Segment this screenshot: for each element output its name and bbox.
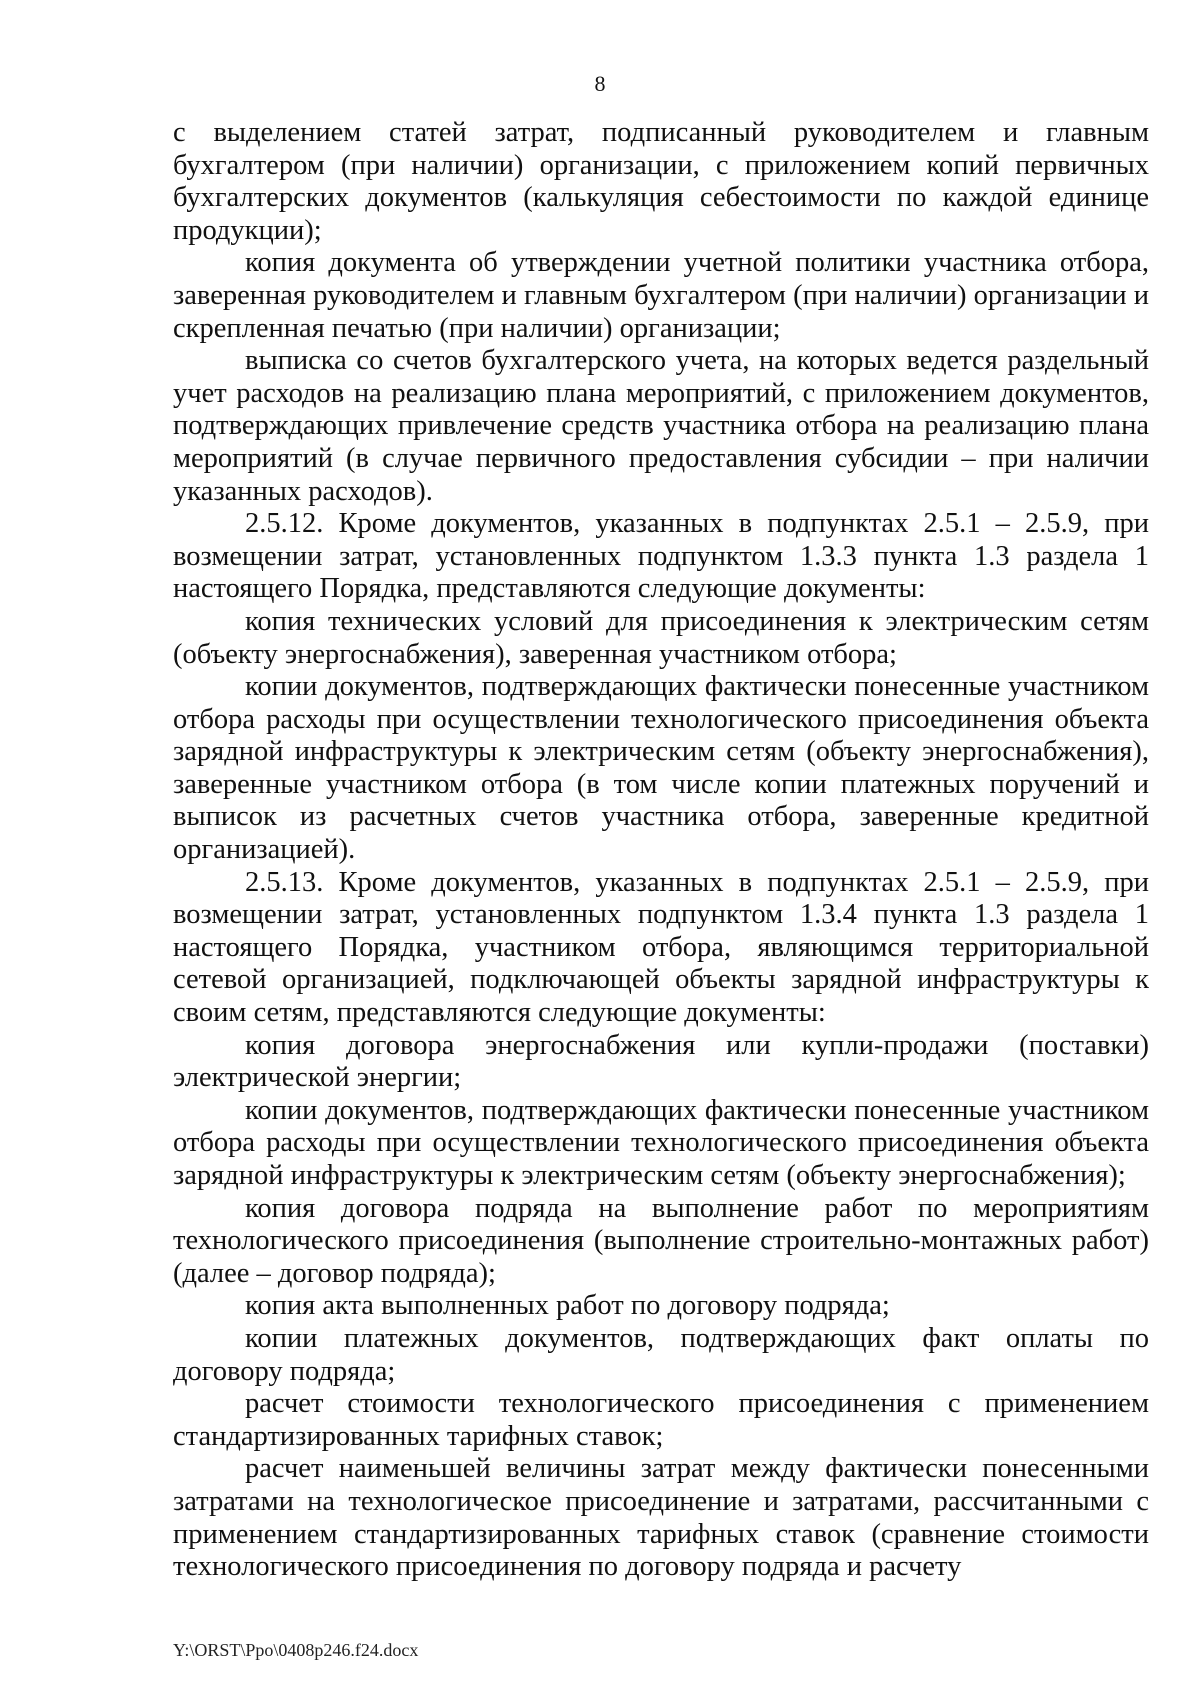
paragraph-technical-conditions: копия технических условий для присоединения к электрическим сетям (объекту энергоснабжения), заверенная участником отбора; bbox=[173, 605, 1149, 670]
paragraph-acceptance-act: копия акта выполненных работ по договору подряда; bbox=[245, 1290, 890, 1322]
paragraph-2-5-13: 2.5.13. Кроме документов, указанных в подпунктах 2.5.1 – 2.5.9, при возмещении затрат, установленных подпунктом 1.3.4 пункта 1.3 раздела 1 настоящего Порядка, участником отбора, являющимся территориальной сетевой организацией, подключающей объекты зарядной инфраструктуры к своим сетям, представляются следующие документы: bbox=[173, 866, 1149, 1029]
paragraph-account-statement: выписка со счетов бухгалтерского учета, на которых ведется раздельный учет расходов на реализацию плана мероприятий, с приложением документов, подтверждающих привлечение средств участника отбора на реализацию плана мероприятий (в случае первичного предоставления субсидии – при наличии указанных расходов). bbox=[173, 345, 1149, 507]
document-body bbox=[173, 117, 1149, 1584]
paragraph-2-5-12: 2.5.12. Кроме документов, указанных в подпунктах 2.5.1 – 2.5.9, при возмещении затрат, установленных подпунктом 1.3.3 пункта 1.3 раздела 1 настоящего Порядка, представляются следующие документы: bbox=[173, 508, 1149, 605]
paragraph-connection-expenses: копии документов, подтверждающих фактически понесенные участником отбора расходы при осуществлении технологического присоединения объекта зарядной инфраструктуры к электрическим сетям (объекту энергоснабжения); bbox=[173, 1094, 1149, 1191]
paragraph-accounting-policy: копия документа об утверждении учетной политики участника отбора, заверенная руководителем и главным бухгалтером (при наличии) организации и скрепленная печатью (при наличии) организации; bbox=[173, 247, 1149, 344]
paragraph-payment-documents: копии платежных документов, подтверждающих факт оплаты по договору подряда; bbox=[173, 1322, 1149, 1387]
paragraph-minimum-cost: расчет наименьшей величины затрат между фактически понесенными затратами на технологическое присоединение и затратами, рассчитанными с применением стандартизированных тарифных ставок (сравнение стоимости технологического присоединения по договору подряда и расчету bbox=[173, 1453, 1149, 1583]
file-path-footer: Y:\ORST\Ppo\0408p246.f24.docx bbox=[173, 1640, 419, 1660]
paragraph-cost-calculation: расчет стоимости технологического присоединения с применением стандартизированных тарифных ставок; bbox=[173, 1388, 1149, 1452]
paragraph-contract-copy: копия договора подряда на выполнение работ по мероприятиям технологического присоединения (выполнение строительно-монтажных работ) (далее – договор подряда); bbox=[173, 1192, 1149, 1289]
paragraph-continuation: с выделением статей затрат, подписанный руководителем и главным бухгалтером (при наличии) организации, с приложением копий первичных бухгалтерских документов (калькуляция себестоимости по каждой единице продукции); bbox=[173, 117, 1149, 246]
paragraph-energy-contract: копия договора энергоснабжения или купли-продажи (поставки) электрической энергии; bbox=[173, 1029, 1149, 1094]
paragraph-expense-documents: копии документов, подтверждающих фактически понесенные участником отбора расходы при осуществлении технологического присоединения объекта зарядной инфраструктуры к электрическим сетям (объекту энергоснабжения), заверенные участником отбора (в том числе копии платежных поручений и выписок из расчетных счетов участника отбора, заверенные кредитной организацией). bbox=[173, 671, 1149, 866]
page-number: 8 bbox=[594, 71, 606, 96]
